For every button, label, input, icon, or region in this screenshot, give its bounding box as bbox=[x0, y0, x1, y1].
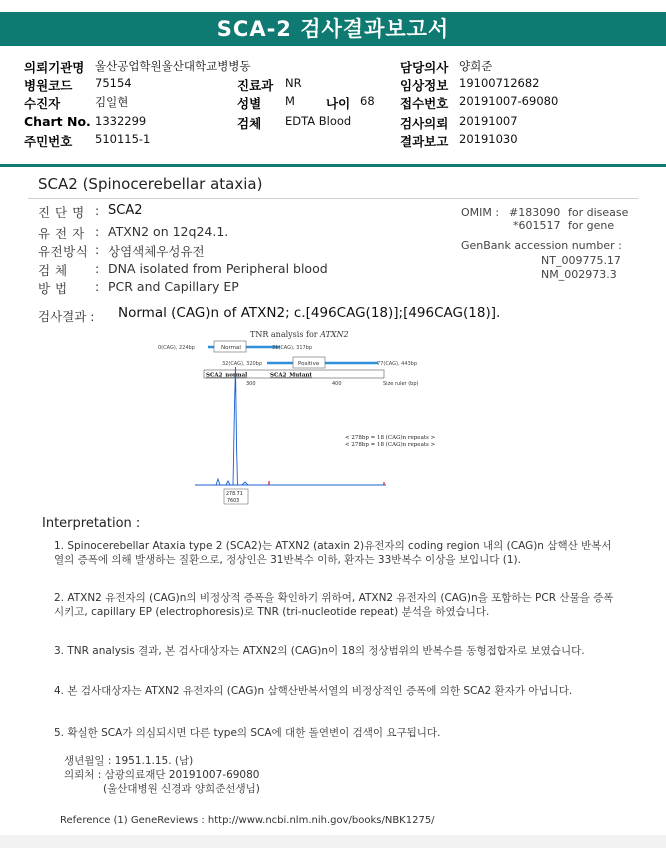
size-ruler-label: Size ruler (bp) bbox=[383, 381, 419, 387]
institution-label: 의뢰기관명 bbox=[24, 60, 85, 75]
field-key: 검 체 bbox=[38, 263, 68, 278]
peak-height-label: 7603 bbox=[227, 499, 240, 504]
age-value: 68 bbox=[360, 94, 375, 108]
hospital-code-label: 병원코드 bbox=[24, 78, 73, 93]
result-value: Normal (CAG)n of ATXN2; c.[496CAG(18)];[496CAG(18)]. bbox=[118, 305, 501, 321]
repeat-annotation-1: < 278bp = 18 (CAG)n repeats > bbox=[345, 435, 436, 441]
test-name: SCA2 (Spinocerebellar ataxia) bbox=[38, 175, 263, 193]
specimen-value: EDTA Blood bbox=[285, 114, 352, 128]
electropherogram-trace bbox=[195, 367, 386, 485]
normal-range-start: 0(CAG), 224bp bbox=[158, 345, 195, 351]
interpretation-paragraph-1: 1. Spinocerebellar Ataxia type 2 (SCA2)는 ATXN2 (ataxin 2)유전자의 coding region 내의 (CAG)n 삼핵산 반복서열의 증폭에 의해 발생하는 질환으로, 정상인은 31반복수 이하, 환자는 33반복수 이상을 보입니다 (1). bbox=[54, 540, 612, 566]
doctor-value: 양희준 bbox=[459, 59, 493, 73]
department-label: 진료과 bbox=[237, 78, 274, 93]
positive-range-start: 32(CAG), 320bp bbox=[222, 361, 263, 367]
field-key: 진 단 명 bbox=[38, 205, 85, 220]
department-value: NR bbox=[285, 76, 302, 90]
patient-label: 수진자 bbox=[24, 96, 61, 111]
figure-title-gene: ATXN2 bbox=[320, 330, 349, 339]
field-value: 상염색체우성유전 bbox=[108, 244, 205, 259]
hospital-code-value: 75154 bbox=[95, 76, 132, 90]
field-colon: : bbox=[95, 242, 100, 257]
specimen-label: 검체 bbox=[237, 116, 262, 131]
field-value: DNA isolated from Peripheral blood bbox=[108, 261, 328, 276]
report-panel bbox=[0, 167, 666, 848]
clinical-info-label: 임상정보 bbox=[400, 78, 449, 93]
ruler-normal-label: SCA2_normal bbox=[206, 372, 248, 379]
test-result bbox=[38, 305, 501, 325]
age-label: 나이 bbox=[326, 96, 351, 111]
ruler-mutant-label: SCA2_Mutant bbox=[270, 372, 312, 379]
interpretation-paragraph-3: 3. TNR analysis 결과, 본 검사대상자는 ATXN2의 (CAG)n이 18의 정상범위의 반복수를 동형접합자로 보였습니다. bbox=[54, 645, 585, 657]
genbank-accession-1: NT_009775.17 bbox=[541, 254, 621, 267]
field-colon: : bbox=[95, 261, 100, 276]
field-value: SCA2 bbox=[108, 203, 143, 218]
ruler-tick-300: 300 bbox=[246, 381, 256, 387]
report-date-label: 결과보고 bbox=[400, 134, 449, 149]
positive-range-label: Positive bbox=[298, 361, 320, 367]
interpretation-paragraph-4: 4. 본 검사대상자는 ATXN2 유전자의 (CAG)n 삼핵산반복서열의 비정상적인 증폭에 의한 SCA2 환자가 아닙니다. bbox=[54, 685, 573, 697]
omim-gene-note: for gene bbox=[568, 219, 615, 232]
sex-value: M bbox=[285, 94, 295, 108]
resident-no-value: 510115-1 bbox=[95, 132, 151, 146]
normal-range-label: Normal bbox=[221, 345, 241, 351]
field-value: PCR and Capillary EP bbox=[108, 279, 239, 294]
patient-value: 김일현 bbox=[95, 95, 129, 109]
birth-date: 생년월일 : 1951.1.15. (남) bbox=[64, 755, 194, 767]
field-key: 유 전 자 bbox=[38, 226, 85, 241]
interpretation-paragraph-5: 5. 확실한 SCA가 의심되시면 다른 type의 SCA에 대한 돌연변이 검색이 요구됩니다. bbox=[54, 727, 441, 739]
omim-disease-id: #183090 bbox=[509, 206, 561, 219]
requester-detail: (울산대병원 신경과 양희준선생님) bbox=[103, 783, 260, 795]
info-row-3 bbox=[0, 94, 666, 112]
doctor-label: 담당의사 bbox=[400, 60, 449, 75]
reference-link: Reference (1) GeneReviews : http://www.ncbi.nlm.nih.gov/books/NBK1275/ bbox=[60, 815, 435, 826]
ruler-tick-400: 400 bbox=[332, 381, 342, 387]
genbank-accession-2: NM_002973.3 bbox=[541, 268, 617, 281]
field-colon: : bbox=[95, 203, 100, 218]
omim-gene-id: *601517 bbox=[513, 219, 561, 232]
sex-label: 성별 bbox=[237, 96, 262, 111]
request-date-label: 검사의뢰 bbox=[400, 116, 449, 131]
field-colon: : bbox=[95, 279, 100, 294]
interpretation-title: Interpretation : bbox=[42, 516, 141, 531]
report-title: SCA-2 검사결과보고서 bbox=[0, 12, 666, 46]
info-row-1 bbox=[0, 58, 666, 76]
field-key: 방 법 bbox=[38, 281, 68, 296]
request-date-value: 20191007 bbox=[459, 114, 518, 128]
omim-label: OMIM : bbox=[461, 206, 500, 219]
positive-range-end: 77(CAG), 443bp bbox=[377, 361, 418, 367]
info-row-4 bbox=[0, 114, 666, 132]
figure-title-prefix: TNR analysis for bbox=[250, 330, 321, 339]
field-colon: : bbox=[95, 224, 100, 239]
receipt-no-label: 접수번호 bbox=[400, 96, 449, 111]
institution-value: 울산공업학원울산대학교병병동 bbox=[95, 59, 251, 73]
field-key: 유전방식 bbox=[38, 244, 89, 259]
title-divider bbox=[28, 198, 638, 199]
genbank-label: GenBank accession number : bbox=[461, 239, 622, 252]
omim-disease-note: for disease bbox=[568, 206, 629, 219]
patient-info-section bbox=[0, 52, 666, 164]
interpretation-paragraph-2: 2. ATXN2 유전자의 (CAG)n의 비정상적 증폭을 확인하기 위하여, ATXN2 유전자의 (CAG)n을 포함하는 PCR 산물을 증폭시키고, capillary EP (electrophoresis)로 TNR (tri-nucleotide repeat) 분석을 하였습니다. bbox=[54, 592, 614, 618]
figure-title bbox=[250, 330, 349, 339]
normal-range-end: 31(CAG), 317bp bbox=[272, 345, 313, 351]
report-date-value: 20191030 bbox=[459, 132, 518, 146]
page-footer-band bbox=[0, 835, 666, 848]
chart-no-label: Chart No. bbox=[24, 114, 91, 129]
peak-size-label: 278.71 bbox=[226, 492, 243, 497]
requester: 의뢰처 : 삼광의료재단 20191007-69080 bbox=[64, 769, 260, 781]
result-label: 검사결과 : bbox=[38, 309, 95, 324]
repeat-annotation-2: < 278bp = 18 (CAG)n repeats > bbox=[345, 442, 436, 448]
chart-no-value: 1332299 bbox=[95, 114, 147, 128]
info-row-5 bbox=[0, 132, 666, 150]
resident-no-label: 주민번호 bbox=[24, 134, 73, 149]
field-value: ATXN2 on 12q24.1. bbox=[108, 224, 229, 239]
info-row-2 bbox=[0, 76, 666, 94]
receipt-no-value: 20191007-69080 bbox=[459, 94, 559, 108]
clinical-info-value: 19100712682 bbox=[459, 76, 540, 90]
tnr-analysis-figure bbox=[150, 327, 470, 504]
